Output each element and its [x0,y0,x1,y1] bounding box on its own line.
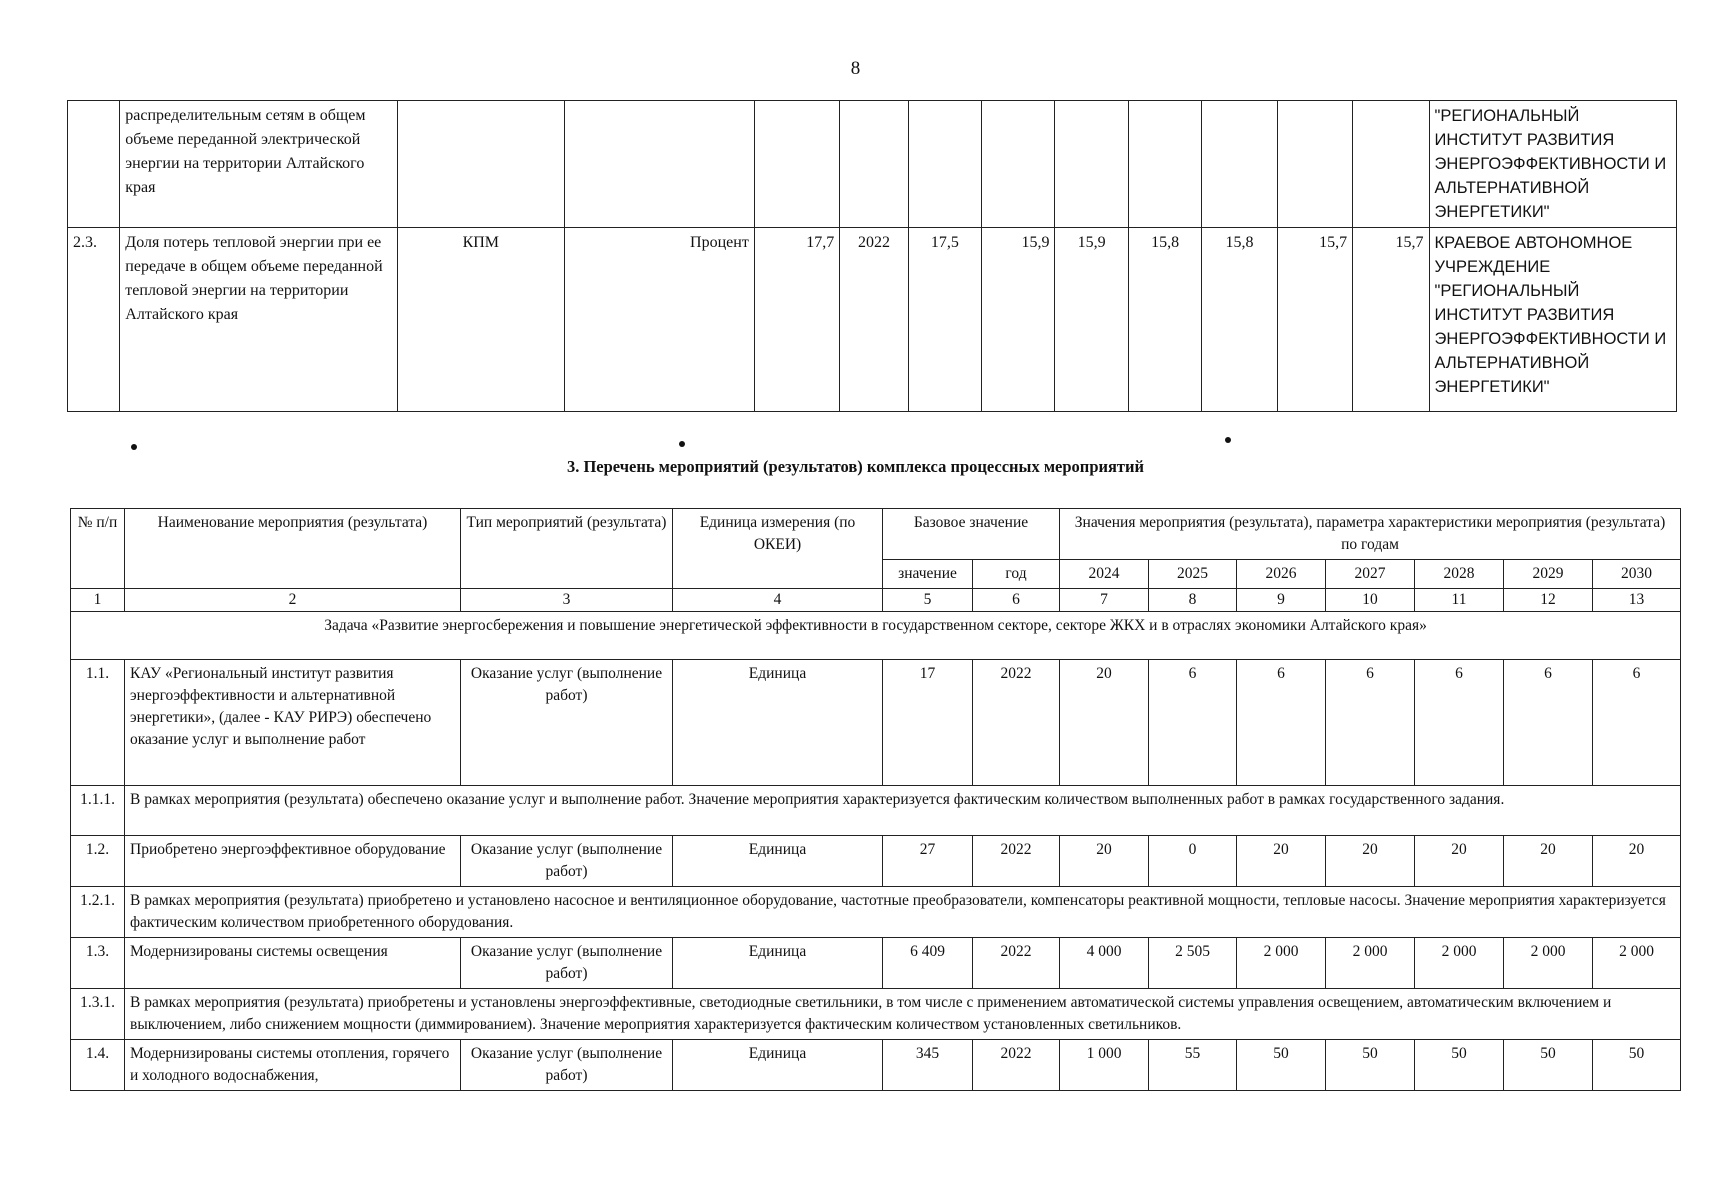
header-year: 2025 [1149,560,1237,589]
row-number: 1.4. [71,1040,125,1091]
year-value: 6 [1326,660,1415,786]
column-number: 11 [1415,589,1504,612]
table-row [71,836,1681,887]
base-value: 17 [883,660,973,786]
year-value: 50 [1326,1040,1415,1091]
year-value: 2 000 [1504,938,1593,989]
year-value: 20 [1415,836,1504,887]
year-value [1202,101,1277,228]
activity-unit: Единица [673,938,883,989]
base-year: 2022 [973,1040,1060,1091]
indicator-type: КПМ [397,228,564,412]
year-value: 20 [1060,836,1149,887]
column-number: 13 [1593,589,1681,612]
note-number: 1.1.1. [71,786,125,836]
year-value: 2 000 [1326,938,1415,989]
year-value: 17,5 [908,228,981,412]
year-value: 2 000 [1593,938,1681,989]
base-value: 345 [883,1040,973,1091]
task-row [71,612,1681,660]
activity-type: Оказание услуг (выполнение работ) [461,938,673,989]
year-value: 20 [1060,660,1149,786]
year-value: 15,8 [1128,228,1201,412]
table-row [68,228,1677,412]
indicators-table-continuation [67,100,1677,412]
header-unit: Единица измерения (по ОКЕИ) [673,509,883,589]
section-title: 3. Перечень мероприятий (результатов) комплекса процессных мероприятий [566,457,1145,476]
year-value: 20 [1504,836,1593,887]
year-value [1055,101,1128,228]
year-value: 6 [1504,660,1593,786]
header-year: 2030 [1593,560,1681,589]
column-number: 7 [1060,589,1149,612]
page-number: 8 [850,58,861,79]
year-value: 6 [1237,660,1326,786]
activity-unit: Единица [673,836,883,887]
year-value: 15,9 [1055,228,1128,412]
row-number: 1.2. [71,836,125,887]
base-year: 2022 [840,228,908,412]
year-value: 20 [1593,836,1681,887]
year-value: 6 [1149,660,1237,786]
header-row [71,509,1681,560]
year-value: 1 000 [1060,1040,1149,1091]
header-year: 2026 [1237,560,1326,589]
header-base-value: значение [883,560,973,589]
column-number: 2 [125,589,461,612]
column-number: 6 [973,589,1060,612]
year-value: 15,9 [982,228,1055,412]
year-value: 20 [1237,836,1326,887]
activity-name: КАУ «Региональный институт развития энергоэффективности и альтернативной энергетики», (далее - КАУ РИРЭ) обеспечено оказание услуг и выполнение работ [125,660,461,786]
year-value: 55 [1149,1040,1237,1091]
note-row [71,989,1681,1040]
table-row [68,101,1677,228]
year-value [1277,101,1352,228]
table-row [71,938,1681,989]
column-number: 4 [673,589,883,612]
scan-dot-decoration [131,444,137,450]
column-number: 5 [883,589,973,612]
year-value: 6 [1415,660,1504,786]
header-values: Значения мероприятия (результата), параметра характеристики мероприятия (результата) по годам [1060,509,1681,560]
year-value: 50 [1237,1040,1326,1091]
year-value: 2 505 [1149,938,1237,989]
header-year: 2029 [1504,560,1593,589]
base-year [840,101,908,228]
row-number: 1.1. [71,660,125,786]
year-value: 0 [1149,836,1237,887]
year-value: 50 [1593,1040,1681,1091]
row-number: 1.3. [71,938,125,989]
year-value: 15,8 [1202,228,1277,412]
header-year: 2024 [1060,560,1149,589]
indicator-unit: Процент [564,228,754,412]
table-row [71,660,1681,786]
scan-dot-decoration [1225,437,1231,443]
header-year: 2027 [1326,560,1415,589]
year-value: 50 [1415,1040,1504,1091]
year-value: 20 [1326,836,1415,887]
indicator-type [397,101,564,228]
note-text: В рамках мероприятия (результата) приобретено и установлено насосное и вентиляционное оборудование, частотные преобразователи, компенсаторы реактивной мощности, тепловые насосы. Значение мероприятия характеризуется фактическим количеством приобретенного оборудования. [125,887,1681,938]
note-text: В рамках мероприятия (результата) обеспечено оказание услуг и выполнение работ. Значение мероприятия характеризуется фактическим количеством выполненных работ в рамках государственного задания. [125,786,1681,836]
year-value: 50 [1504,1040,1593,1091]
year-value: 2 000 [1237,938,1326,989]
row-number: 2.3. [68,228,120,412]
responsible-organization: КРАЕВОЕ АВТОНОМНОЕ УЧРЕЖДЕНИЕ "РЕГИОНАЛЬНЫЙ ИНСТИТУТ РАЗВИТИЯ ЭНЕРГОЭФФЕКТИВНОСТИ И АЛЬТЕРНАТИВНОЙ ЭНЕРГЕТИКИ" [1429,228,1676,412]
note-number: 1.3.1. [71,989,125,1040]
year-value [982,101,1055,228]
note-row [71,887,1681,938]
note-text: В рамках мероприятия (результата) приобретены и установлены энергоэффективные, светодиодные светильники, в том числе с применением автоматической системы управления освещением, автоматическим включением и выключением, либо снижением мощности (диммированием). Значение мероприятия характеризуется фактическим количеством установленных светильников. [125,989,1681,1040]
year-value: 4 000 [1060,938,1149,989]
indicator-unit [564,101,754,228]
header-type: Тип мероприятий (результата) [461,509,673,589]
header-year: 2028 [1415,560,1504,589]
year-value [1128,101,1201,228]
column-number: 8 [1149,589,1237,612]
year-value: 2 000 [1415,938,1504,989]
activity-unit: Единица [673,1040,883,1091]
header-base: Базовое значение [883,509,1060,560]
indicator-name: распределительным сетям в общем объеме переданной электрической энергии на территории Алтайского края [120,101,398,228]
responsible-organization: "РЕГИОНАЛЬНЫЙ ИНСТИТУТ РАЗВИТИЯ ЭНЕРГОЭФФЕКТИВНОСТИ И АЛЬТЕРНАТИВНОЙ ЭНЕРГЕТИКИ" [1429,101,1676,228]
column-number: 12 [1504,589,1593,612]
header-num: № п/п [71,509,125,589]
indicator-name: Доля потерь тепловой энергии при ее передаче в общем объеме переданной тепловой энергии на территории Алтайского края [120,228,398,412]
activity-type: Оказание услуг (выполнение работ) [461,660,673,786]
column-number-row [71,589,1681,612]
year-value: 15,7 [1353,228,1429,412]
base-value [754,101,839,228]
note-row [71,786,1681,836]
activity-type: Оказание услуг (выполнение работ) [461,836,673,887]
column-number: 10 [1326,589,1415,612]
task-description: Задача «Развитие энергосбережения и повышение энергетической эффективности в государственном секторе, секторе ЖКХ и в отраслях экономики Алтайского края» [71,612,1681,660]
header-name: Наименование мероприятия (результата) [125,509,461,589]
base-year: 2022 [973,660,1060,786]
activity-unit: Единица [673,660,883,786]
column-number: 1 [71,589,125,612]
activity-name: Приобретено энергоэффективное оборудование [125,836,461,887]
table-row [71,1040,1681,1091]
base-value: 17,7 [754,228,839,412]
base-value: 27 [883,836,973,887]
year-value: 6 [1593,660,1681,786]
base-value: 6 409 [883,938,973,989]
activity-name: Модернизированы системы отопления, горячего и холодного водоснабжения, [125,1040,461,1091]
scan-dot-decoration [679,441,685,447]
year-value [908,101,981,228]
header-base-year: год [973,560,1060,589]
activity-name: Модернизированы системы освещения [125,938,461,989]
year-value: 15,7 [1277,228,1352,412]
row-number [68,101,120,228]
year-value [1353,101,1429,228]
base-year: 2022 [973,938,1060,989]
activities-table [70,508,1681,1091]
column-number: 9 [1237,589,1326,612]
base-year: 2022 [973,836,1060,887]
note-number: 1.2.1. [71,887,125,938]
column-number: 3 [461,589,673,612]
activity-type: Оказание услуг (выполнение работ) [461,1040,673,1091]
